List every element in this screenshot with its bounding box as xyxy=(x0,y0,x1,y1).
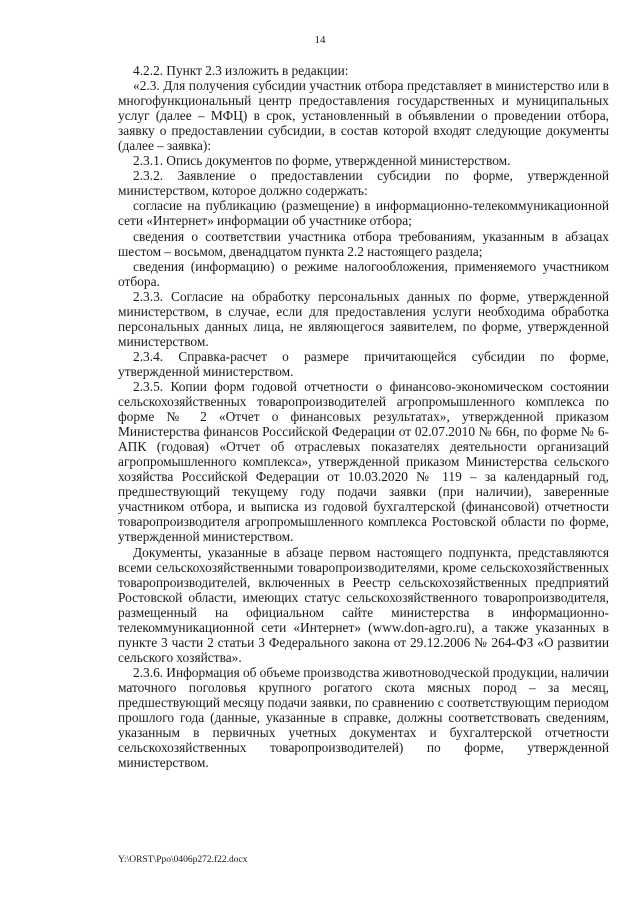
paragraph-2-3-2: 2.3.2. Заявление о предоставлении субсидии по форме, утвержденной министерством, которое должно содержать: xyxy=(118,168,609,199)
paragraph-2-3-1: 2.3.1. Опись документов по форме, утвержденной министерством. xyxy=(133,153,511,169)
page-number: 14 xyxy=(314,34,326,46)
paragraph-2-3: «2.3. Для получения субсидии участник отбора представляет в министерство или в многофункциональный центр предоставления государственных и муниципальных услуг (далее – МФЦ) в срок, установленный в объявлении о проведении отбора, заявку о предоставлении субсидии, в состав которой входят следующие документы (далее – заявка): xyxy=(118,78,609,154)
paragraph-consent-publication: согласие на публикацию (размещение) в информационно-телекоммуникационной сети «Интернет» информации об участнике отбора; xyxy=(118,198,609,229)
document-body xyxy=(118,63,609,770)
paragraph-2-3-3: 2.3.3. Согласие на обработку персональных данных по форме, утвержденной министерством, в случае, если для предоставления услуги необходима обработка персональных данных лица, не являющегося заявителем, по форме, утвержденной министерством. xyxy=(118,288,609,349)
file-path-footer: Y:\ORST\Ppo\0406p272.f22.docx xyxy=(118,855,248,865)
paragraph-tax-regime: сведения (информацию) о режиме налогообложения, применяемого участником отбора. xyxy=(118,258,609,289)
paragraph-4-2-2: 4.2.2. Пункт 2.3 изложить в редакции: xyxy=(133,63,349,78)
paragraph-2-3-4: 2.3.4. Справка-расчет о размере причитающейся субсидии по форме, утвержденной министерством. xyxy=(118,348,609,379)
paragraph-compliance-info: сведения о соответствии участника отбора требованиям, указанным в абзацах шестом – восьмом, двенадцатом пункта 2.2 настоящего раздела; xyxy=(118,228,609,259)
paragraph-documents-note: Документы, указанные в абзаце первом настоящего подпункта, представляются всеми сельскохозяйственными товаропроизводителями, кроме сельскохозяйственных товаропроизводителей, включенных в Реестр сельскохозяйственных предприятий Ростовской области, имеющих статус сельскохозяйственного товаропроизводителя, размещенный на официальном сайте министерства в информационно-телекоммуникационной сети «Интернет» (www.don-agro.ru), а также указанных в пункте 3 части 2 статьи 3 Федерального закона от 29.12.2006 № 264-ФЗ «О развитии сельского хозяйства». xyxy=(118,544,609,665)
paragraph-2-3-5: 2.3.5. Копии форм годовой отчетности о финансово-экономическом состоянии сельскохозяйственных товаропроизводителей агропромышленного комплекса по форме № 2 «Отчет о финансовых результатах», утвержденной приказом Министерства финансов Российской Федерации от 02.07.2010 № 66н, по форме № 6-АПК (годовая) «Отчет об отраслевых показателях деятельности организаций агропромышленного комплекса», утвержденной приказом Министерства сельского хозяйства Российской Федерации от 10.03.2020 № 119 – за календарный год, предшествующий текущему году подачи заявки (при наличии), заверенные участником отбора, и выписка из годовой бухгалтерской (финансовой) отчетности товаропроизводителя агропромышленного комплекса Ростовской области по форме, утвержденной министерством. xyxy=(118,378,609,545)
paragraph-2-3-6: 2.3.6. Информация об объеме производства животноводческой продукции, наличии маточного поголовья крупного рогатого скота мясных пород – за месяц, предшествующий месяцу подачи заявки, по сравнению с соответствующим периодом прошлого года (данные, указанные в справке, должны соответствовать сведениям, указанным в первичных учетных документах и бухгалтерской отчетности сельскохозяйственных товаропроизводителей) по форме, утвержденной министерством. xyxy=(118,664,609,771)
